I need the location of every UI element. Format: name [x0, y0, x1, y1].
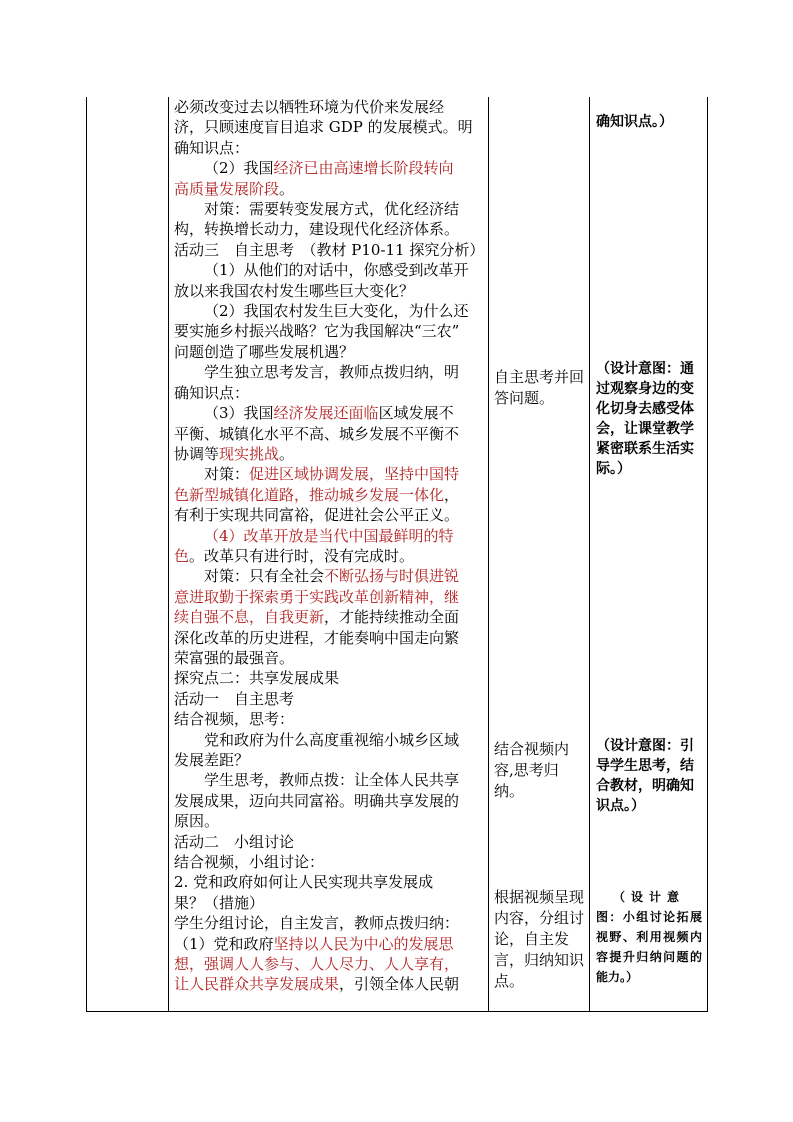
text-line: 有利于实现共同富裕，促进社会公平正义。: [174, 506, 460, 525]
design-intent-1: （设计意图：通过观察身边的变化切身去感受体会，让课堂教学紧密联系生活实际。）: [596, 361, 694, 477]
text-run: （2）我国: [204, 159, 274, 178]
text-run: 。: [279, 444, 295, 463]
text-run: 对策：: [204, 465, 250, 484]
design-intent-3-first-line: （设计意: [612, 890, 685, 904]
highlight-text: 高质量发展阶段: [174, 179, 280, 198]
highlight-text: 促进区域协调发展，坚持中国特: [249, 465, 460, 484]
text-run: ，才能持续推动全面: [324, 608, 460, 627]
text-line: 结合视频，思考：: [174, 710, 295, 729]
text-line: 问题创造了哪些发展机遇？: [174, 342, 355, 361]
student-activity-1: 自主思考并回答问题。: [494, 368, 585, 407]
table-border-left: [86, 97, 87, 1012]
text-line: 党和政府为什么高度重视缩小城乡区域: [204, 730, 460, 749]
design-intent-3: [596, 887, 702, 987]
text-line: [174, 934, 484, 954]
text-line: [174, 566, 484, 586]
text-line: [174, 179, 484, 199]
text-line: 确知识点：: [174, 383, 250, 402]
text-line: 要实施乡村振兴战略？它为我国解决“三农”: [174, 322, 460, 341]
knowledge-point-3: [174, 403, 484, 423]
teaching-content-column: [174, 97, 484, 995]
inquiry-point-2-heading: 探究点二：共享发展成果: [174, 669, 340, 688]
highlight-text: 不断弘扬与时俱进锐: [324, 567, 460, 586]
text-line: [174, 607, 484, 627]
text-line: 荣富强的最强音。: [174, 648, 295, 667]
knowledge-point-4: （4）改革开放是当代中国最鲜明的特: [204, 526, 454, 545]
highlight-text: 想，强调人人参与、人人尽力、人人享有，: [174, 955, 460, 974]
highlight-text: 经济已由高速增长阶段转向: [273, 159, 454, 178]
text-line: [174, 485, 484, 505]
text-line: 对策：需要转变发展方式，优化经济结: [204, 200, 460, 219]
text-line: 必须改变过去以牺牲环境为代价来发展经: [174, 98, 445, 116]
text-line: 深化改革的历史进程，才能奏响中国走向繁: [174, 628, 460, 647]
text-line: 济，只顾速度盲目追求 GDP 的发展模式。明: [174, 118, 473, 137]
highlight-text: 意进取勤于探索勇于实践改革创新精神，继: [174, 587, 460, 606]
table-divider-3: [589, 97, 590, 1012]
text-run: 区域发展不: [378, 404, 454, 423]
text-line: （2）我国农村发生巨大变化，为什么还: [204, 302, 469, 321]
text-run: （1）党和政府: [174, 934, 274, 953]
text-line: 学生分组讨论，自主发言，教师点拨归纳：: [174, 914, 460, 933]
table-border-right: [707, 97, 708, 1012]
design-intent-2: （设计意图：引导学生思考，结合教材，明确知识点。）: [596, 738, 694, 814]
text-run: ，引领全体人民朝: [339, 975, 460, 994]
text-line: 学生思考，教师点拨：让全体人民共享: [204, 771, 460, 790]
text-run: 。改革只有进行时，没有完成时。: [189, 546, 415, 565]
text-line: 原因。: [174, 812, 220, 831]
text-line: [174, 444, 484, 464]
text-line: （1）从他们的对话中，你感受到改革开: [204, 261, 469, 280]
text-line: 果？（措施）: [174, 893, 265, 912]
table-border-bottom: [86, 1011, 708, 1012]
text-run: 对策：只有全社会: [204, 567, 325, 586]
text-line: 平衡、城镇化水平不高、城乡发展不平衡不: [174, 424, 460, 443]
highlight-text: 经济发展还面临: [273, 404, 379, 423]
activity-2-heading: 活动二 小组讨论: [174, 832, 295, 851]
student-activity-2: 结合视频内容,思考归纳。: [494, 740, 570, 800]
design-intent-0: 确知识点。）: [596, 114, 673, 130]
student-activity-3: 根据视频呈现内容，分组讨论，自主发言，归纳知识点。: [494, 888, 585, 990]
text-line: 2. 党和政府如何让人民实现共享发展成: [174, 873, 434, 892]
highlight-text: 续自强不息，自我更新: [174, 608, 325, 627]
text-line: 学生独立思考发言，教师点拨归纳，明: [204, 363, 460, 382]
text-line: [174, 974, 484, 994]
text-run: （3）我国: [204, 404, 274, 423]
highlight-text: 色: [174, 546, 190, 565]
highlight-text: 色新型城镇化道路，推动城乡发展一体化: [174, 485, 445, 504]
activity-3-heading: 活动三 自主思考 （教材 P10-11 探究分析）: [174, 240, 485, 259]
text-line: 放以来我国农村发生哪些巨大变化？: [174, 281, 415, 300]
highlight-text: 坚持以人民为中心的发展思: [273, 934, 454, 953]
text-line: 发展差距？: [174, 751, 250, 769]
text-line: [174, 464, 484, 484]
design-intent-3-body: 图：小组讨论拓展视野、利用视频内容提升归纳问题的能力。）: [596, 910, 702, 984]
text-line: [174, 546, 484, 566]
text-line: 发展成果，迈向共同富裕。明确共享发展的: [174, 791, 460, 810]
highlight-text: 现实挑战: [219, 444, 280, 463]
knowledge-point-2: [174, 158, 484, 178]
text-line: 确知识点：: [174, 138, 250, 157]
text-run: 。: [279, 179, 295, 198]
text-run: ，: [444, 485, 460, 504]
highlight-text: 让人民群众共享发展成果: [174, 975, 340, 994]
text-line: 结合视频，小组讨论：: [174, 853, 325, 872]
text-line: 构，转换增长动力，建设现代化经济体系。: [174, 220, 460, 239]
activity-1-heading: 活动一 自主思考: [174, 689, 295, 708]
text-run: 协调等: [174, 444, 220, 463]
table-divider-1: [168, 97, 169, 1012]
table-divider-2: [488, 97, 489, 1012]
